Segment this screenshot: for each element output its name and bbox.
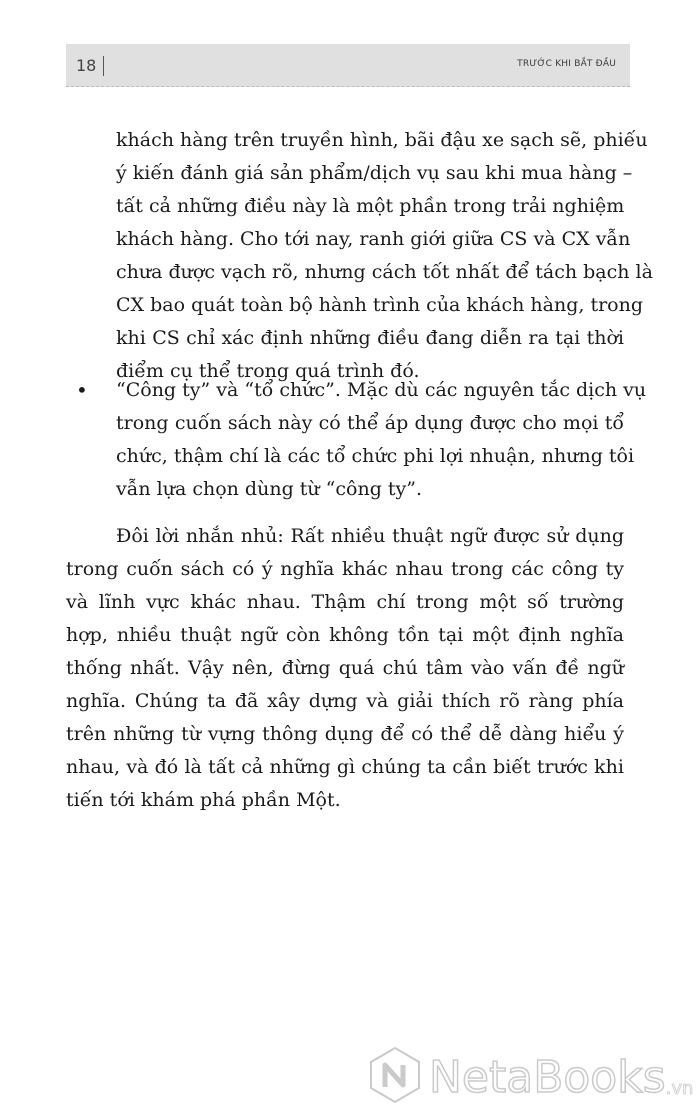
bullet-marker: • [76, 378, 88, 402]
paragraph-line: Đôi lời nhắn nhủ: Rất nhiều thuật ngữ được sử dụng [116, 525, 624, 547]
paragraph-line: thống nhất. Vậy nên, đừng quá chú tâm vào vấn đề ngữ [66, 657, 624, 679]
running-title: TRƯỚC KHI BẮT ĐẦU [517, 59, 616, 69]
paragraph-line: ý kiến đánh giá sản phẩm/dịch vụ sau khi mua hàng – [116, 162, 633, 184]
bullet-line: trong cuốn sách này có thể áp dụng được cho mọi tổ [116, 412, 624, 434]
paragraph-line: trên những từ vựng thông dụng để có thể dễ dàng hiểu ý [66, 723, 624, 745]
bullet-line: vẫn lựa chọn dùng từ “công ty”. [116, 478, 423, 500]
bullet-line: chức, thậm chí là các tổ chức phi lợi nhuận, nhưng tôi [116, 445, 635, 467]
paragraph-line: hợp, nhiều thuật ngữ còn không tồn tại một định nghĩa [66, 624, 624, 646]
paragraph-line: khách hàng. Cho tới nay, ranh giới giữa CS và CX vẫn [116, 228, 631, 250]
watermark-brand: NetaBooks [429, 1051, 666, 1103]
paragraph-line: chưa được vạch rõ, nhưng cách tốt nhất để tách bạch là [116, 261, 653, 283]
paragraph-line: và lĩnh vực khác nhau. Thậm chí trong một số trường [66, 591, 624, 613]
page-header [66, 44, 630, 87]
netabooks-watermark [367, 1045, 693, 1109]
watermark-suffix: .vn [665, 1078, 694, 1099]
netabooks-logo-icon [367, 1045, 423, 1109]
paragraph-line: nghĩa. Chúng ta đã xây dựng và giải thích rõ ràng phía [66, 690, 624, 712]
paragraph-line: CX bao quát toàn bộ hành trình của khách hàng, trong [116, 294, 644, 316]
paragraph-line: tiến tới khám phá phần Một. [66, 789, 341, 811]
page-number: 18 [76, 56, 97, 75]
paragraph-line: tất cả những điều này là một phần trong trải nghiệm [116, 195, 625, 217]
bullet-line: “Công ty” và “tổ chức”. Mặc dù các nguyên tắc dịch vụ [116, 379, 647, 401]
paragraph-line: khi CS chỉ xác định những điều đang diễn ra tại thời [116, 327, 624, 349]
paragraph-line: nhau, và đó là tất cả những gì chúng ta cần biết trước khi [66, 756, 624, 778]
paragraph-line: điểm cụ thể trong quá trình đó. [116, 360, 420, 382]
header-divider [103, 56, 104, 76]
paragraph-line: trong cuốn sách có ý nghĩa khác nhau trong các công ty [66, 558, 624, 580]
paragraph-line: khách hàng trên truyền hình, bãi đậu xe sạch sẽ, phiếu [116, 129, 648, 151]
